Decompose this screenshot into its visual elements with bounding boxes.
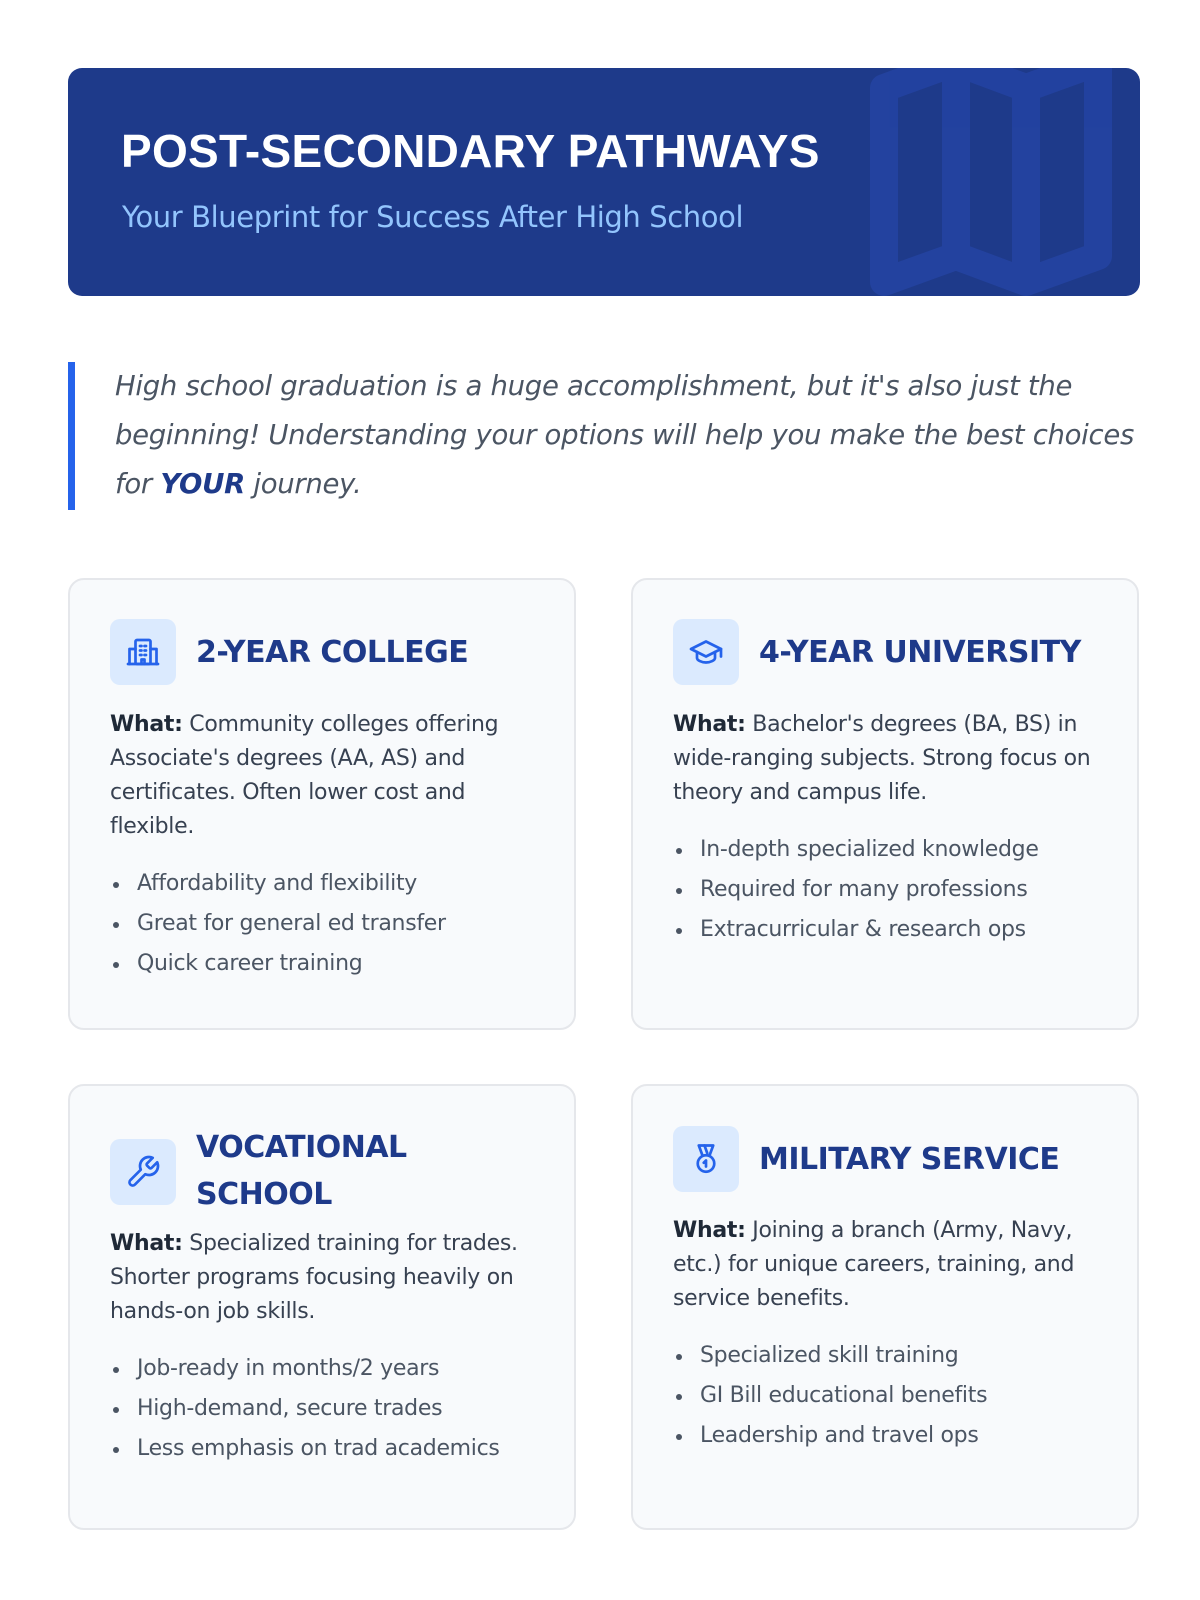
what-label: What: (110, 1231, 183, 1256)
list-item: Job-ready in months/2 years (110, 1349, 550, 1389)
graduation-cap-icon (673, 619, 739, 685)
description-text: Joining a branch (Army, Navy, etc.) for unique careers, training, and service benefits. (673, 1218, 1075, 1311)
card-description (110, 1227, 542, 1329)
intro-text (115, 362, 1140, 509)
pathway-card-2-year-college (68, 578, 576, 1030)
list-item: GI Bill educational benefits (673, 1376, 1113, 1416)
page-title: POST-SECONDARY PATHWAYS (121, 125, 820, 177)
list-item: Extracurricular & research ops (673, 910, 1113, 950)
card-title-line: SCHOOL (196, 1177, 332, 1212)
intro-emphasis: YOUR (160, 468, 245, 500)
pathway-card-vocational-school (68, 1084, 576, 1530)
intro-quote (68, 362, 1140, 510)
intro-text-before: High school graduation is a huge accomplishment, but it's also just the beginning! Understanding your options will help you make the best choices for (115, 370, 1134, 500)
list-item: Affordability and flexibility (110, 864, 550, 904)
page-subtitle: Your Blueprint for Success After High School (122, 200, 744, 234)
list-item: Quick career training (110, 944, 550, 984)
card-description (673, 1214, 1105, 1316)
what-label: What: (110, 712, 183, 737)
building-icon (110, 619, 176, 685)
medal-icon (673, 1126, 739, 1192)
list-item: Required for many professions (673, 870, 1113, 910)
card-title: MILITARY SERVICE (759, 1142, 1060, 1177)
card-title-line: VOCATIONAL (196, 1130, 407, 1165)
description-text: Bachelor's degrees (BA, BS) in wide-ranging subjects. Strong focus on theory and campus life. (673, 712, 1091, 805)
list-item: In-depth specialized knowledge (673, 830, 1113, 870)
list-item: Great for general ed transfer (110, 904, 550, 944)
header-banner (68, 68, 1140, 296)
description-text: Community colleges offering Associate's degrees (AA, AS) and certificates. Often lower cost and flexible. (110, 712, 499, 839)
intro-text-after: journey. (244, 468, 362, 500)
card-title: 2-YEAR COLLEGE (196, 635, 469, 670)
benefits-list (110, 864, 550, 984)
what-label: What: (673, 1218, 746, 1243)
benefits-list (110, 1349, 550, 1469)
pathway-card-military-service (631, 1084, 1139, 1530)
map-icon (866, 68, 1116, 296)
description-text: Specialized training for trades. Shorter programs focusing heavily on hands-on job skills. (110, 1231, 518, 1324)
what-label: What: (673, 712, 746, 737)
benefits-list (673, 830, 1113, 950)
card-title: 4-YEAR UNIVERSITY (759, 635, 1081, 670)
card-description (110, 708, 542, 844)
list-item: Less emphasis on trad academics (110, 1429, 550, 1469)
list-item: Specialized skill training (673, 1336, 1113, 1376)
list-item: High-demand, secure trades (110, 1389, 550, 1429)
card-description (673, 708, 1105, 810)
list-item: Leadership and travel ops (673, 1416, 1113, 1456)
benefits-list (673, 1336, 1113, 1456)
pathway-card-4-year-university (631, 578, 1139, 1030)
card-title (196, 1124, 407, 1218)
wrench-icon (110, 1139, 176, 1205)
